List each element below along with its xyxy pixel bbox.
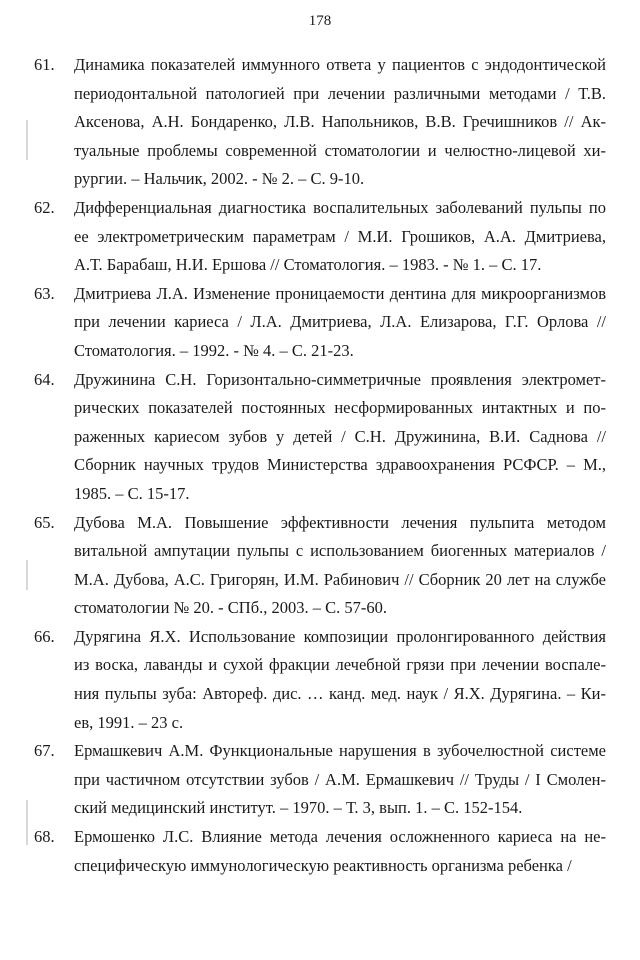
reference-line: Стоматология. – 1992. - № 4. – С. 21-23. [74,340,354,360]
reference-line: из воска, лаванды и сухой фракции лечебной грязи при лечении воспале- [74,655,606,675]
reference-entry [0,51,640,194]
reference-entry [0,623,640,737]
reference-number: 68. [34,827,55,847]
reference-line: Динамика показателей иммунного ответа у пациентов с эндодонтической [74,55,606,74]
reference-number: 61. [34,55,55,74]
reference-entry [0,194,640,280]
reference-text [74,194,606,280]
reference-entry [0,737,640,823]
reference-text [74,51,606,194]
reference-number: 65. [34,512,55,532]
reference-line: при лечении кариеса / Л.А. Дмитриева, Л.А. Елизарова, Г.Г. Орлова // [74,312,606,332]
reference-line: Дружинина С.Н. Горизонтально-симметричные проявления электромет- [74,369,606,389]
reference-number: 66. [34,626,55,646]
reference-entry [0,823,640,880]
reference-line: витальной ампутации пульпы с использованием биогенных материалов / [74,541,606,561]
reference-line: Дубова М.А. Повышение эффективности лечения пульпита методом [74,512,606,532]
reference-line: Ермошенко Л.С. Влияние метода лечения осложненного кариеса на не- [74,827,606,847]
reference-line: А.Т. Барабаш, Н.И. Ершова // Стоматология. – 1983. - № 1. – С. 17. [74,255,542,275]
reference-text [74,509,606,623]
reference-number: 62. [34,197,55,217]
reference-line: Дурягина Я.Х. Использование композиции пролонгированного действия [74,626,606,646]
reference-line: ский медицинский институт. – 1970. – Т. 3, вып. 1. – С. 152-154. [74,798,523,818]
reference-line: рургии. – Нальчик, 2002. - № 2. – С. 9-10. [74,169,365,189]
reference-number: 64. [34,369,55,389]
reference-line: 1985. – С. 15-17. [74,483,190,503]
reference-text [74,280,606,366]
reference-text [74,623,606,737]
reference-list [0,51,640,880]
reference-line: периодонтальной патологией при лечении различными методами / Т.В. [74,83,606,103]
reference-line: ее электрометрическим параметрам / М.И. Грошиков, А.А. Дмитриева, [74,226,606,246]
reference-line: стоматологии № 20. - СПб., 2003. – С. 57-60. [74,598,387,618]
reference-text [74,737,606,823]
reference-line: рических показателей постоянных несформированных интактных и по- [74,398,606,418]
reference-number: 63. [34,283,55,303]
reference-line: раженных кариесом зубов у детей / С.Н. Дружинина, В.И. Саднова // [74,426,606,446]
reference-entry [0,509,640,623]
reference-line: Сборник научных трудов Министерства здравоохранения РСФСР. – М., [74,455,606,475]
reference-line: ев, 1991. – 23 с. [74,712,184,732]
page-number: 178 [308,13,332,29]
reference-line: Дифференциальная диагностика воспалительных заболеваний пульпы по [74,197,606,217]
reference-line: специфическую иммунологическую реактивность организма ребенка / [74,855,572,875]
reference-number: 67. [34,741,55,761]
reference-line: Аксенова, А.Н. Бондаренко, Л.В. Напольников, В.В. Гречишников // Ак- [74,112,606,132]
reference-line: туальные проблемы современной стоматологии и челюстно-лицевой хи- [74,140,606,160]
reference-line: Ермашкевич А.М. Функциональные нарушения в зубочелюстной системе [74,741,606,761]
reference-line: М.А. Дубова, А.С. Григорян, И.М. Рабинович // Сборник 20 лет на службе [74,569,606,589]
reference-entry [0,280,640,366]
reference-line: ния пульпы зуба: Автореф. дис. … канд. мед. наук / Я.Х. Дурягина. – Ки- [74,684,606,704]
reference-text [74,366,606,509]
reference-entry [0,366,640,509]
reference-line: при частичном отсутствии зубов / А.М. Ермашкевич // Труды / I Смолен- [74,769,606,789]
reference-text [74,823,606,880]
reference-line: Дмитриева Л.А. Изменение проницаемости дентина для микроорганизмов [74,283,606,303]
